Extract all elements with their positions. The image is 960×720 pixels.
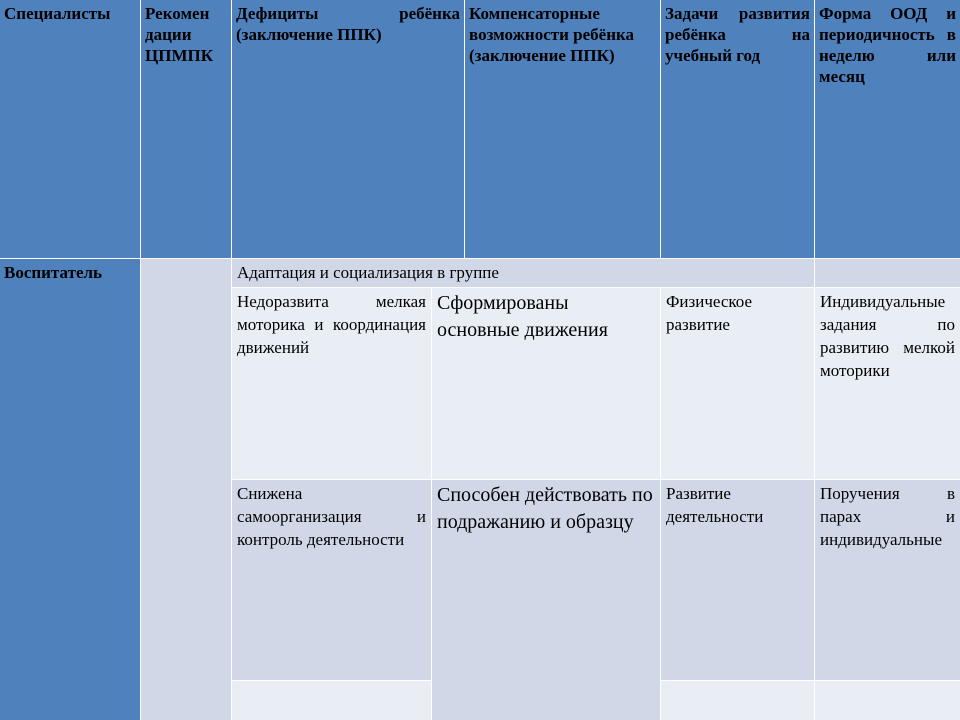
deficit-cell-1: Недоразвита мелкая моторика и координация движений bbox=[232, 288, 431, 479]
form-cell-2: Поручения в парах и индивидуальные bbox=[815, 480, 960, 680]
header-recommendations: Рекомен дации ЦПМПК bbox=[141, 0, 231, 258]
section-title-empty bbox=[815, 259, 960, 287]
header-form: Форма ООД и периодичность в неделю или месяц bbox=[815, 0, 960, 258]
header-compensation: Компенсаторные возможности ребёнка (заключение ППК) bbox=[465, 0, 660, 258]
compensation-cell-1: Сформированы основные движения bbox=[432, 288, 660, 479]
task-cell-3 bbox=[661, 681, 814, 720]
form-cell-3 bbox=[815, 681, 960, 720]
specialist-cell: Воспитатель bbox=[0, 259, 140, 720]
deficit-cell-2: Снижена самоорганизация и контроль деятельности bbox=[232, 480, 431, 680]
deficit-cell-3 bbox=[232, 681, 431, 720]
header-specialists: Специалисты bbox=[0, 0, 140, 258]
task-cell-2: Развитие деятельности bbox=[661, 480, 814, 680]
form-cell-1: Индивидуальные задания по развитию мелкой моторики bbox=[815, 288, 960, 479]
header-deficits: Дефициты ребёнка (заключение ППК) bbox=[232, 0, 464, 258]
task-cell-1: Физическое развитие bbox=[661, 288, 814, 479]
compensation-cell-2: Способен действовать по подражанию и образцу bbox=[432, 480, 660, 720]
section-title: Адаптация и социализация в группе bbox=[232, 259, 814, 287]
header-tasks: Задачи развития ребёнка на учебный год bbox=[661, 0, 814, 258]
recommendation-cell bbox=[141, 259, 231, 720]
